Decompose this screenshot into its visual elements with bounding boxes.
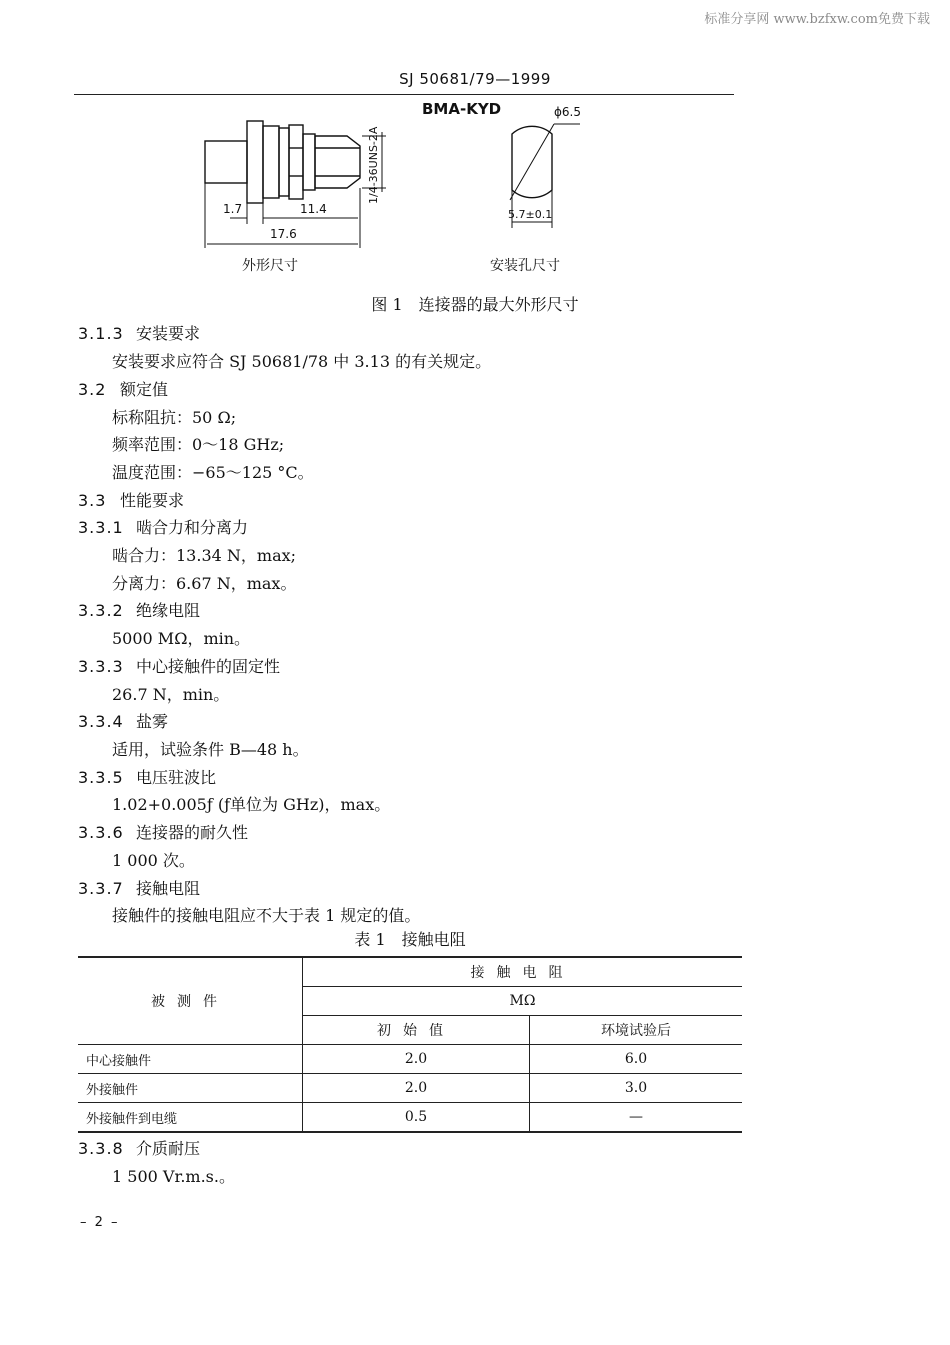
table-row: 外接触件 2.0 3.0: [78, 1074, 742, 1103]
table-header-initial: 初始值: [303, 1016, 530, 1045]
section-text: 1.02+0.005ƒ (ƒ单位为 GHz)，max。: [112, 795, 391, 814]
section-text: 26.7 N，min。: [112, 685, 230, 704]
section-text: 1 500 Vr.m.s.。: [112, 1167, 235, 1186]
section-3-2: 3.2 额定值: [78, 380, 169, 399]
section-text: 5000 MΩ，min。: [112, 629, 251, 648]
section-3-3-2: 3.3.2 绝缘电阻: [78, 601, 201, 620]
table-row: 中心接触件 2.0 6.0: [78, 1045, 742, 1074]
section-3-1-3: 3.1.3 安装要求: [78, 324, 201, 343]
section-text: 安装要求应符合 SJ 50681/78 中 3.13 的有关规定。: [112, 352, 492, 371]
thread-label: 1/4-36UNS-2A: [367, 126, 380, 204]
section-3-3-8: 3.3.8 介质耐压: [78, 1139, 201, 1158]
hole-caption: 安装孔尺寸: [490, 258, 560, 274]
section-3-3-7: 3.3.7 接触电阻: [78, 879, 201, 898]
section-text: 适用，试验条件 B—48 h。: [112, 740, 309, 759]
table-header-unit: MΩ: [303, 987, 743, 1016]
section-3-3-4: 3.3.4 盐雾: [78, 712, 169, 731]
section-text: 1 000 次。: [112, 851, 195, 870]
dim-1-7: 1.7: [223, 202, 243, 216]
model-label: BMA-KYD: [422, 100, 502, 118]
hole-flat: 5.7±0.1: [508, 208, 553, 221]
connector-drawing: [150, 96, 620, 281]
table-row: 外接触件到电缆 0.5 —: [78, 1103, 742, 1133]
section-text: 啮合力：13.34 N，max;: [112, 546, 297, 565]
connector-outline: [205, 121, 360, 203]
section-text: 温度范围：−65～125 °C。: [112, 463, 314, 482]
watermark: 标准分享网 www.bzfxw.com免费下载: [704, 12, 930, 27]
section-3-3-1: 3.3.1 啮合力和分离力: [78, 518, 249, 537]
section-3-3-6: 3.3.6 连接器的耐久性: [78, 823, 249, 842]
section-text: 标称阻抗：50 Ω;: [112, 408, 237, 427]
contact-resistance-table: [78, 956, 742, 1133]
dim-17-6: 17.6: [270, 227, 297, 241]
section-3-3-5: 3.3.5 电压驻波比: [78, 768, 217, 787]
outline-caption: 外形尺寸: [242, 258, 298, 274]
section-3-3-3: 3.3.3 中心接触件的固定性: [78, 657, 281, 676]
hole-diameter: ϕ6.5: [554, 105, 581, 119]
figure-caption: 图 1 连接器的最大外形尺寸: [371, 295, 579, 314]
table-header-after: 环境试验后: [530, 1016, 743, 1045]
section-text: 频率范围：0～18 GHz;: [112, 435, 285, 454]
document-header: SJ 50681/79—1999: [399, 70, 551, 88]
section-3-3: 3.3 性能要求: [78, 491, 185, 510]
header-rule: [74, 94, 734, 95]
dim-11-4: 11.4: [300, 202, 327, 216]
section-text: 分离力：6.67 N，max。: [112, 574, 297, 593]
table-header-item: 被测件: [78, 957, 303, 1045]
page-number: – 2 –: [80, 1215, 120, 1230]
section-text: 接触件的接触电阻应不大于表 1 规定的值。: [112, 906, 421, 925]
table-caption: 表 1 接触电阻: [354, 930, 466, 949]
table-header-group: 接触电阻: [303, 957, 743, 987]
